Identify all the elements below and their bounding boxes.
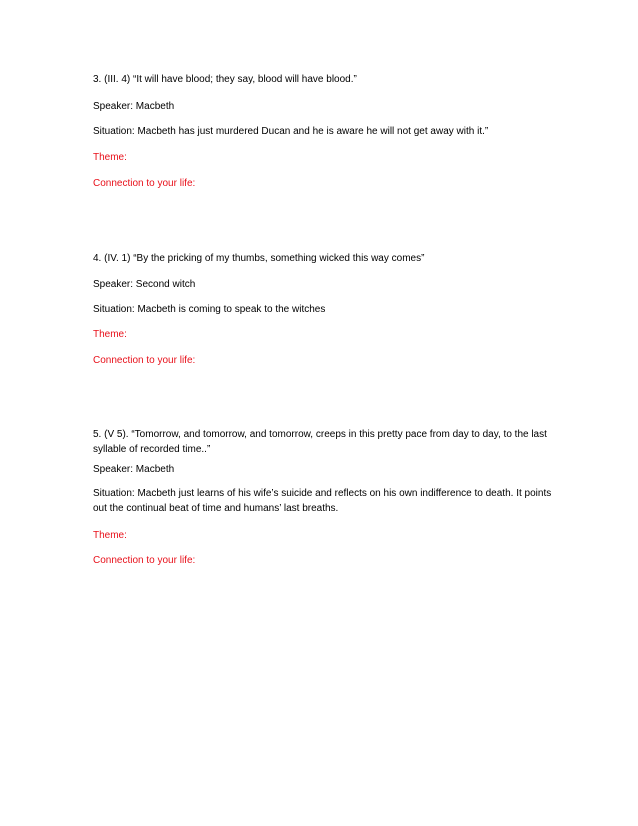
quote-4: 4. (IV. 1) “By the pricking of my thumbs, something wicked this way comes”	[93, 253, 425, 264]
theme-label-3: Theme:	[93, 152, 127, 163]
theme-label-4: Theme:	[93, 329, 127, 340]
situation-3: Situation: Macbeth has just murdered Ducan and he is aware he will not get away with it.”	[93, 126, 489, 137]
connection-label-5: Connection to your life:	[93, 555, 196, 566]
speaker-5: Speaker: Macbeth	[93, 464, 175, 475]
quote-5: 5. (V 5). “Tomorrow, and tomorrow, and tomorrow, creeps in this pretty pace from day to day, to the last syllable of recorded time..”	[93, 429, 547, 455]
situation-5: Situation: Macbeth just learns of his wife’s suicide and reflects on his own indifference to death. It points out the continual beat of time and humans’ last breaths.	[93, 488, 552, 514]
connection-label-3: Connection to your life:	[93, 178, 196, 189]
speaker-3: Speaker: Macbeth	[93, 101, 175, 112]
speaker-4: Speaker: Second witch	[93, 279, 196, 290]
connection-label-4: Connection to your life:	[93, 355, 196, 366]
situation-4: Situation: Macbeth is coming to speak to the witches	[93, 304, 326, 315]
theme-label-5: Theme:	[93, 530, 127, 541]
quote-3: 3. (III. 4) “It will have blood; they say, blood will have blood.”	[93, 74, 357, 85]
